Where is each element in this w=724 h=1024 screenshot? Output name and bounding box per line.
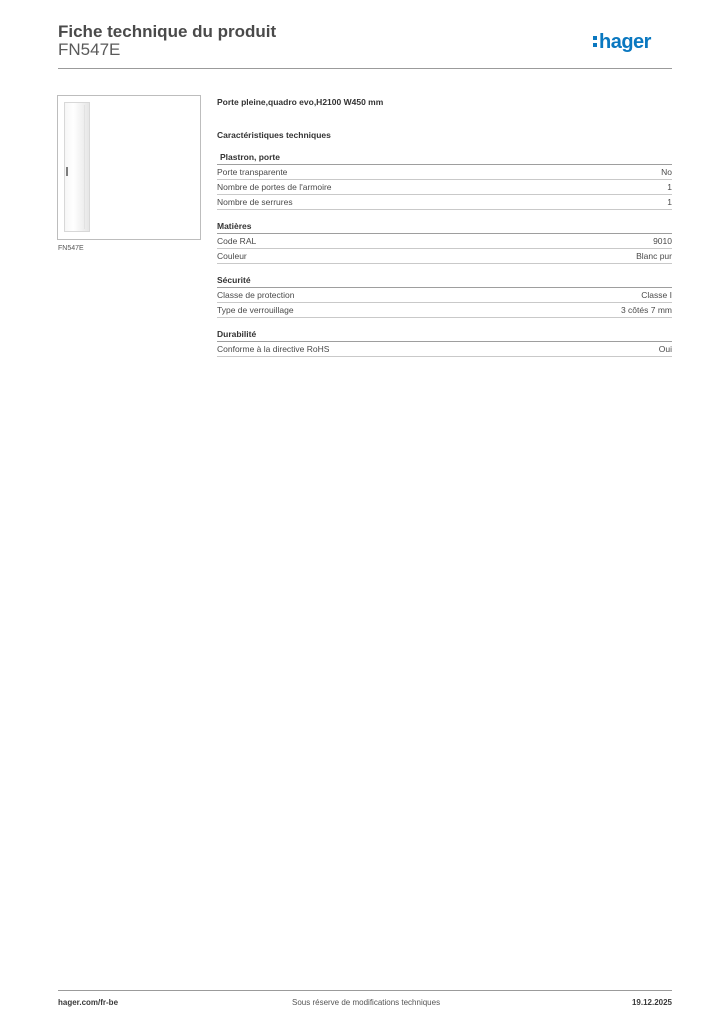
spec-group-plastron [217, 150, 672, 210]
door-lock-icon [66, 167, 68, 176]
footer-website-link[interactable]: hager.com/fr-be [58, 998, 119, 1007]
spec-label: Type de verrouillage [217, 305, 294, 315]
spec-group-title: Sécurité [217, 273, 672, 288]
spec-row [217, 288, 672, 303]
spacer [217, 318, 672, 327]
spec-group-title: Plastron, porte [217, 150, 672, 165]
spec-label: Conforme à la directive RoHS [217, 344, 330, 354]
footer-divider [58, 990, 672, 991]
spacer [217, 141, 672, 150]
spec-row [217, 342, 672, 357]
spec-value: 1 [667, 182, 672, 192]
product-reference: FN547E [58, 40, 121, 59]
product-details [217, 96, 672, 357]
hager-logo-icon [592, 29, 672, 57]
logo-text: hager [599, 31, 651, 53]
spec-value: Oui [658, 344, 672, 354]
spec-row [217, 303, 672, 318]
spec-value: Classe I [641, 290, 672, 300]
door-edge [84, 105, 85, 229]
document-title: Fiche technique du produit [58, 22, 277, 41]
spec-row [217, 234, 672, 249]
spec-group-durabilite [217, 327, 672, 357]
spec-group-title: Matières [217, 219, 672, 234]
spec-value: 9010 [653, 236, 672, 246]
spec-row [217, 195, 672, 210]
spacer [217, 264, 672, 273]
cabinet-door-image-icon [64, 102, 90, 232]
spec-label: Couleur [217, 251, 247, 261]
product-image [57, 95, 201, 240]
spec-row [217, 249, 672, 264]
spec-group-securite [217, 273, 672, 318]
specs-heading: Caractéristiques techniques [217, 130, 331, 140]
spec-label: Nombre de serrures [217, 197, 293, 207]
spec-value: No [661, 167, 672, 177]
image-caption: FN547E [58, 245, 84, 252]
spec-label: Classe de protection [217, 290, 295, 300]
spec-label: Porte transparente [217, 167, 288, 177]
spec-row [217, 165, 672, 180]
spec-label: Code RAL [217, 236, 257, 246]
header-divider [58, 68, 672, 69]
spec-group-matieres [217, 219, 672, 264]
spec-row [217, 180, 672, 195]
spec-group-title: Durabilité [217, 327, 672, 342]
footer-date: 19.12.2025 [631, 998, 672, 1007]
spec-value: 3 côtés 7 mm [620, 305, 672, 315]
spec-label: Nombre de portes de l'armoire [217, 182, 332, 192]
document-header [58, 20, 672, 70]
product-description: Porte pleine,quadro evo,H2100 W450 mm [217, 97, 384, 107]
spec-value: 1 [667, 197, 672, 207]
spec-value: Blanc pur [636, 251, 672, 261]
hager-logo [592, 29, 672, 57]
spacer [217, 210, 672, 219]
footer-disclaimer: Sous réserve de modifications techniques [292, 998, 441, 1007]
